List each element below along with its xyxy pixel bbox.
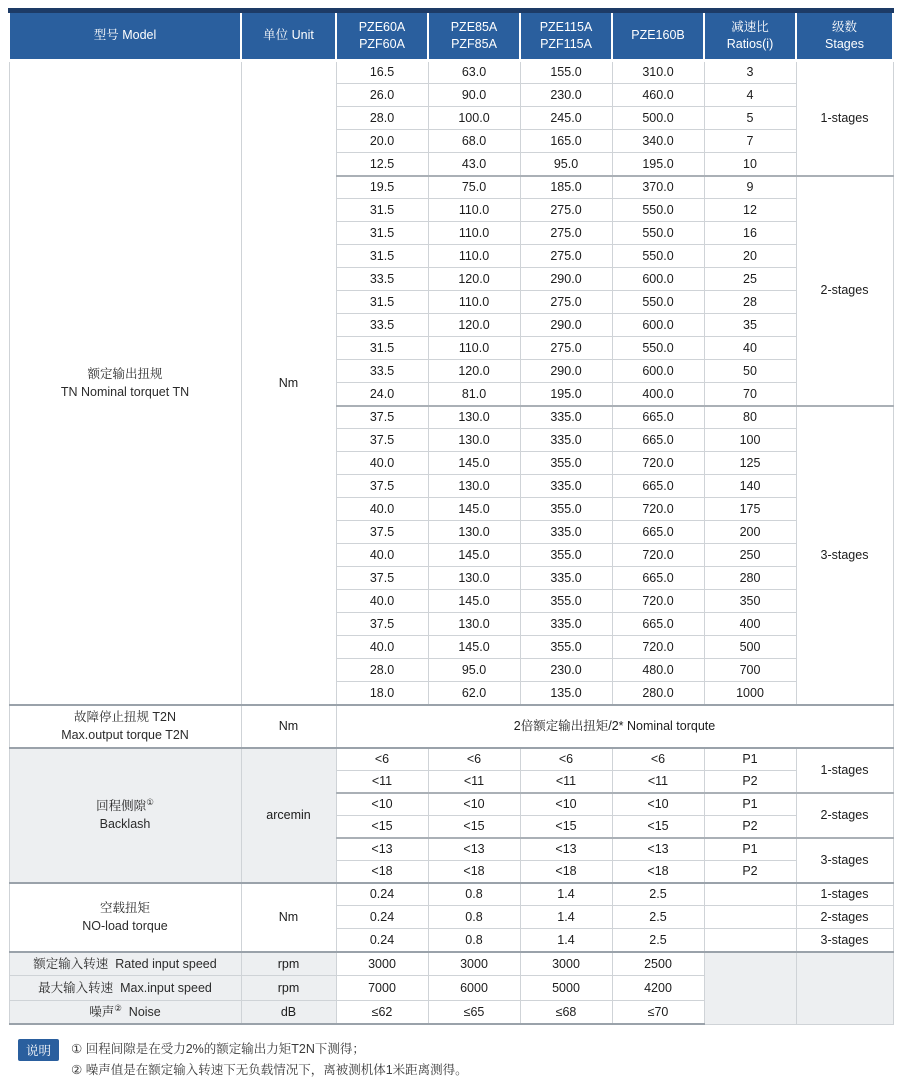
speed-value-cell: 7000	[336, 976, 428, 1000]
torque-value-cell: 28.0	[336, 107, 428, 130]
ratio-cell: 200	[704, 521, 796, 544]
no-load-value-cell: 0.8	[428, 883, 520, 906]
precision-grade-cell: P2	[704, 815, 796, 838]
torque-value-cell: 19.5	[336, 176, 428, 199]
torque-value-cell: 665.0	[612, 567, 704, 590]
ratio-cell: 250	[704, 544, 796, 567]
speed-value-cell: 6000	[428, 976, 520, 1000]
torque-value-cell: 145.0	[428, 544, 520, 567]
ratio-cell: 9	[704, 176, 796, 199]
torque-value-cell: 275.0	[520, 199, 612, 222]
speed-row-label-en: Rated input speed	[108, 956, 217, 971]
stage-cell: 3-stages	[796, 838, 893, 883]
torque-value-cell: 335.0	[520, 429, 612, 452]
no-load-value-cell: 1.4	[520, 883, 612, 906]
notes-badge: 说明	[18, 1039, 59, 1061]
torque-value-cell: 31.5	[336, 222, 428, 245]
no-load-value-cell: 2.5	[612, 929, 704, 952]
nominal-torque-label-cn: 额定输出扭规	[87, 366, 163, 381]
torque-value-cell: 110.0	[428, 245, 520, 268]
no-load-value-cell: 1.4	[520, 906, 612, 929]
torque-value-cell: 550.0	[612, 199, 704, 222]
backlash-value-cell: <18	[520, 860, 612, 883]
table-header-row	[9, 11, 893, 61]
ratio-cell: 12	[704, 199, 796, 222]
torque-value-cell: 355.0	[520, 636, 612, 659]
backlash-value-cell: <13	[428, 838, 520, 861]
speed-value-cell: 3000	[428, 952, 520, 976]
torque-value-cell: 145.0	[428, 590, 520, 613]
stage-cell: 1-stages	[796, 61, 893, 176]
max-output-torque-label	[9, 705, 241, 748]
torque-value-cell: 130.0	[428, 567, 520, 590]
no-load-value-cell: 2.5	[612, 906, 704, 929]
torque-value-cell: 460.0	[612, 84, 704, 107]
speed-value-cell: ≤62	[336, 1000, 428, 1024]
speed-value-cell: ≤68	[520, 1000, 612, 1024]
col-header-pze160b	[612, 11, 704, 61]
col-header-line1: PZE60A	[358, 19, 406, 34]
backlash-value-cell: <11	[612, 770, 704, 793]
torque-value-cell: 185.0	[520, 176, 612, 199]
unit-cell: arcemin	[241, 748, 336, 883]
torque-value-cell: 130.0	[428, 613, 520, 636]
backlash-value-cell: <18	[336, 860, 428, 883]
speed-row-label-en: Noise	[121, 1004, 161, 1019]
merged-value-cell: 2倍额定输出扭矩/2* Nominal torqute	[336, 705, 893, 748]
stage-cell: 1-stages	[796, 883, 893, 906]
torque-value-cell: 355.0	[520, 590, 612, 613]
speed-row-label-cn: 噪声	[89, 1004, 115, 1019]
torque-value-cell: 20.0	[336, 130, 428, 153]
torque-value-cell: 720.0	[612, 498, 704, 521]
backlash-value-cell: <18	[428, 860, 520, 883]
no-load-label	[9, 883, 241, 952]
torque-value-cell: 130.0	[428, 429, 520, 452]
stage-cell: 1-stages	[796, 748, 893, 793]
col-header-pze85a	[428, 11, 520, 61]
no-load-value-cell: 0.24	[336, 883, 428, 906]
torque-value-cell: 68.0	[428, 130, 520, 153]
speed-row-label-en: Max.input speed	[113, 980, 212, 995]
speed-row-label	[9, 952, 241, 976]
ratio-cell: 50	[704, 360, 796, 383]
col-header-line1: 级数	[831, 19, 857, 34]
backlash-value-cell: <15	[428, 815, 520, 838]
stage-cell: 3-stages	[796, 406, 893, 705]
torque-value-cell: 155.0	[520, 61, 612, 84]
no-load-value-cell: 2.5	[612, 883, 704, 906]
note-line-1: ① 回程间隙是在受力2%的额定输出力矩T2N下测得；	[71, 1042, 365, 1057]
max-output-torque-label-en: Max.output torque T2N	[61, 728, 189, 742]
torque-value-cell: 145.0	[428, 498, 520, 521]
torque-value-cell: 275.0	[520, 245, 612, 268]
no-load-value-cell: 0.24	[336, 906, 428, 929]
torque-value-cell: 110.0	[428, 222, 520, 245]
precision-grade-cell: P1	[704, 748, 796, 771]
unit-cell: Nm	[241, 705, 336, 748]
ratio-cell: 70	[704, 383, 796, 406]
backlash-value-cell: <13	[612, 838, 704, 861]
torque-value-cell: 335.0	[520, 567, 612, 590]
torque-value-cell: 275.0	[520, 337, 612, 360]
speed-value-cell: 3000	[520, 952, 612, 976]
no-load-row	[9, 883, 893, 906]
torque-value-cell: 40.0	[336, 498, 428, 521]
backlash-value-cell: <15	[612, 815, 704, 838]
col-header-stages	[796, 11, 893, 61]
torque-value-cell: 245.0	[520, 107, 612, 130]
backlash-value-cell: <11	[336, 770, 428, 793]
empty-ratio-cell	[704, 883, 796, 906]
torque-value-cell: 120.0	[428, 314, 520, 337]
torque-value-cell: 81.0	[428, 383, 520, 406]
ratio-cell: 3	[704, 61, 796, 84]
ratio-cell: 7	[704, 130, 796, 153]
torque-value-cell: 665.0	[612, 613, 704, 636]
backlash-label	[9, 748, 241, 883]
torque-value-cell: 550.0	[612, 222, 704, 245]
torque-value-cell: 290.0	[520, 314, 612, 337]
col-header-line2: Ratios(i)	[726, 37, 774, 51]
speed-row-label-cn: 最大输入转速	[38, 980, 114, 995]
backlash-value-cell: <15	[336, 815, 428, 838]
unit-cell: rpm	[241, 976, 336, 1000]
speed-value-cell: 4200	[612, 976, 704, 1000]
torque-value-cell: 720.0	[612, 636, 704, 659]
col-header-line1: PZE85A	[450, 19, 498, 34]
stage-cell: 2-stages	[796, 793, 893, 838]
ratio-cell: 350	[704, 590, 796, 613]
speed-row-label-sup: ②	[114, 1002, 122, 1013]
note-lines	[71, 1039, 468, 1080]
ratio-cell: 35	[704, 314, 796, 337]
torque-value-cell: 600.0	[612, 314, 704, 337]
ratio-cell: 28	[704, 291, 796, 314]
torque-value-cell: 335.0	[520, 475, 612, 498]
ratio-cell: 100	[704, 429, 796, 452]
backlash-value-cell: <11	[428, 770, 520, 793]
torque-value-cell: 310.0	[612, 61, 704, 84]
no-load-label-cn: 空载扭矩	[99, 900, 150, 915]
ratio-cell: 1000	[704, 682, 796, 705]
backlash-label-en: Backlash	[99, 817, 151, 831]
nominal-torque-label-en: TN Nominal torquet TN	[60, 384, 190, 399]
torque-value-cell: 130.0	[428, 521, 520, 544]
torque-value-cell: 230.0	[520, 84, 612, 107]
backlash-value-cell: <10	[336, 793, 428, 816]
speed-value-cell: ≤65	[428, 1000, 520, 1024]
backlash-value-cell: <18	[612, 860, 704, 883]
torque-value-cell: 28.0	[336, 659, 428, 682]
stage-cell: 2-stages	[796, 176, 893, 406]
torque-value-cell: 720.0	[612, 590, 704, 613]
table-head	[9, 11, 893, 61]
ratio-cell: 10	[704, 153, 796, 176]
torque-row	[9, 61, 893, 84]
torque-value-cell: 26.0	[336, 84, 428, 107]
torque-value-cell: 600.0	[612, 360, 704, 383]
ratio-cell: 5	[704, 107, 796, 130]
torque-value-cell: 335.0	[520, 521, 612, 544]
backlash-value-cell: <13	[336, 838, 428, 861]
torque-value-cell: 110.0	[428, 199, 520, 222]
col-header-ratios	[704, 11, 796, 61]
empty-ratio-cell	[704, 929, 796, 952]
backlash-value-cell: <10	[612, 793, 704, 816]
torque-value-cell: 135.0	[520, 682, 612, 705]
torque-value-cell: 40.0	[336, 544, 428, 567]
torque-value-cell: 145.0	[428, 636, 520, 659]
torque-value-cell: 665.0	[612, 521, 704, 544]
col-header-pze60a	[336, 11, 428, 61]
torque-value-cell: 600.0	[612, 268, 704, 291]
torque-value-cell: 275.0	[520, 291, 612, 314]
torque-value-cell: 120.0	[428, 360, 520, 383]
torque-value-cell: 31.5	[336, 199, 428, 222]
torque-value-cell: 63.0	[428, 61, 520, 84]
backlash-value-cell: <15	[520, 815, 612, 838]
ratio-cell: 500	[704, 636, 796, 659]
ratio-cell: 80	[704, 406, 796, 429]
col-header-line1: PZE160B	[631, 28, 685, 43]
precision-grade-cell: P1	[704, 793, 796, 816]
torque-value-cell: 230.0	[520, 659, 612, 682]
empty-ratio-cell	[704, 906, 796, 929]
no-load-value-cell: 0.8	[428, 929, 520, 952]
torque-value-cell: 500.0	[612, 107, 704, 130]
torque-value-cell: 110.0	[428, 337, 520, 360]
col-header-line1: PZE115A	[539, 19, 593, 34]
torque-value-cell: 43.0	[428, 153, 520, 176]
backlash-value-cell: <6	[428, 748, 520, 771]
backlash-value-cell: <10	[428, 793, 520, 816]
empty-stage-merged-cell	[796, 952, 893, 1025]
torque-value-cell: 31.5	[336, 337, 428, 360]
torque-value-cell: 370.0	[612, 176, 704, 199]
torque-value-cell: 37.5	[336, 429, 428, 452]
stage-cell: 2-stages	[796, 906, 893, 929]
torque-value-cell: 355.0	[520, 452, 612, 475]
ratio-cell: 125	[704, 452, 796, 475]
backlash-value-cell: <6	[612, 748, 704, 771]
ratio-cell: 40	[704, 337, 796, 360]
torque-value-cell: 18.0	[336, 682, 428, 705]
ratio-cell: 700	[704, 659, 796, 682]
unit-cell: rpm	[241, 952, 336, 976]
ratio-cell: 175	[704, 498, 796, 521]
col-header-line1: 减速比	[731, 19, 769, 34]
ratio-cell: 4	[704, 84, 796, 107]
torque-value-cell: 110.0	[428, 291, 520, 314]
torque-value-cell: 550.0	[612, 337, 704, 360]
torque-value-cell: 335.0	[520, 406, 612, 429]
no-load-value-cell: 0.8	[428, 906, 520, 929]
torque-value-cell: 24.0	[336, 383, 428, 406]
precision-grade-cell: P2	[704, 770, 796, 793]
torque-value-cell: 12.5	[336, 153, 428, 176]
torque-value-cell: 550.0	[612, 245, 704, 268]
torque-value-cell: 665.0	[612, 429, 704, 452]
torque-value-cell: 275.0	[520, 222, 612, 245]
torque-value-cell: 665.0	[612, 475, 704, 498]
torque-value-cell: 290.0	[520, 268, 612, 291]
torque-value-cell: 37.5	[336, 406, 428, 429]
speed-row-label-cn: 额定输入转速	[33, 956, 109, 971]
ratio-cell: 140	[704, 475, 796, 498]
gearbox-spec-table	[8, 8, 894, 1025]
nominal-torque-label	[9, 61, 241, 705]
col-header-model: 型号 Model	[9, 11, 241, 61]
precision-grade-cell: P2	[704, 860, 796, 883]
no-load-value-cell: 0.24	[336, 929, 428, 952]
max-output-torque-row	[9, 705, 893, 748]
torque-value-cell: 90.0	[428, 84, 520, 107]
torque-value-cell: 130.0	[428, 475, 520, 498]
unit-cell: Nm	[241, 883, 336, 952]
table-body	[9, 61, 893, 1025]
empty-ratio-merged-cell	[704, 952, 796, 1025]
backlash-label-sup: ①	[146, 796, 154, 807]
torque-value-cell: 100.0	[428, 107, 520, 130]
torque-value-cell: 145.0	[428, 452, 520, 475]
backlash-value-cell: <10	[520, 793, 612, 816]
ratio-cell: 16	[704, 222, 796, 245]
torque-value-cell: 355.0	[520, 544, 612, 567]
speed-value-cell: 2500	[612, 952, 704, 976]
torque-value-cell: 75.0	[428, 176, 520, 199]
backlash-value-cell: <6	[336, 748, 428, 771]
ratio-cell: 25	[704, 268, 796, 291]
unit-cell: dB	[241, 1000, 336, 1024]
precision-grade-cell: P1	[704, 838, 796, 861]
torque-value-cell: 33.5	[336, 268, 428, 291]
torque-value-cell: 37.5	[336, 613, 428, 636]
backlash-value-cell: <6	[520, 748, 612, 771]
torque-value-cell: 37.5	[336, 567, 428, 590]
col-header-unit: 单位 Unit	[241, 11, 336, 61]
speed-value-cell: 3000	[336, 952, 428, 976]
ratio-cell: 400	[704, 613, 796, 636]
torque-value-cell: 165.0	[520, 130, 612, 153]
torque-value-cell: 33.5	[336, 360, 428, 383]
torque-value-cell: 720.0	[612, 544, 704, 567]
torque-value-cell: 40.0	[336, 452, 428, 475]
torque-value-cell: 31.5	[336, 291, 428, 314]
torque-value-cell: 33.5	[336, 314, 428, 337]
max-output-torque-label-cn: 故障停止扭规 T2N	[73, 709, 177, 724]
torque-value-cell: 480.0	[612, 659, 704, 682]
torque-value-cell: 665.0	[612, 406, 704, 429]
torque-value-cell: 290.0	[520, 360, 612, 383]
speed-row	[9, 952, 893, 976]
torque-value-cell: 62.0	[428, 682, 520, 705]
backlash-value-cell: <13	[520, 838, 612, 861]
torque-value-cell: 16.5	[336, 61, 428, 84]
no-load-label-en: NO-load torque	[82, 919, 168, 933]
backlash-value-cell: <11	[520, 770, 612, 793]
torque-value-cell: 720.0	[612, 452, 704, 475]
unit-cell: Nm	[241, 61, 336, 705]
torque-value-cell: 37.5	[336, 475, 428, 498]
col-header-line2: PZF85A	[451, 37, 497, 51]
torque-value-cell: 40.0	[336, 590, 428, 613]
col-header-line2: PZF60A	[359, 37, 405, 51]
torque-value-cell: 280.0	[612, 682, 704, 705]
no-load-value-cell: 1.4	[520, 929, 612, 952]
torque-value-cell: 95.0	[428, 659, 520, 682]
col-header-line2: Stages	[825, 37, 864, 51]
torque-value-cell: 37.5	[336, 521, 428, 544]
torque-value-cell: 40.0	[336, 636, 428, 659]
ratio-cell: 20	[704, 245, 796, 268]
backlash-label-cn: 回程侧隙①	[96, 796, 154, 813]
speed-row-label	[9, 1000, 241, 1024]
torque-value-cell: 195.0	[520, 383, 612, 406]
torque-value-cell: 550.0	[612, 291, 704, 314]
speed-value-cell: 5000	[520, 976, 612, 1000]
speed-row-label	[9, 976, 241, 1000]
torque-value-cell: 195.0	[612, 153, 704, 176]
torque-value-cell: 31.5	[336, 245, 428, 268]
torque-value-cell: 95.0	[520, 153, 612, 176]
speed-value-cell: ≤70	[612, 1000, 704, 1024]
ratio-cell: 280	[704, 567, 796, 590]
note-line-2: ② 噪声值是在额定输入转速下无负载情况下，离被测机体1米距离测得。	[71, 1063, 468, 1078]
torque-value-cell: 130.0	[428, 406, 520, 429]
col-header-line2: PZF115A	[540, 37, 592, 51]
stage-cell: 3-stages	[796, 929, 893, 952]
torque-value-cell: 400.0	[612, 383, 704, 406]
col-header-pze115a	[520, 11, 612, 61]
backlash-row	[9, 748, 893, 771]
notes-section	[18, 1039, 892, 1080]
torque-value-cell: 335.0	[520, 613, 612, 636]
torque-value-cell: 120.0	[428, 268, 520, 291]
torque-value-cell: 355.0	[520, 498, 612, 521]
torque-value-cell: 340.0	[612, 130, 704, 153]
